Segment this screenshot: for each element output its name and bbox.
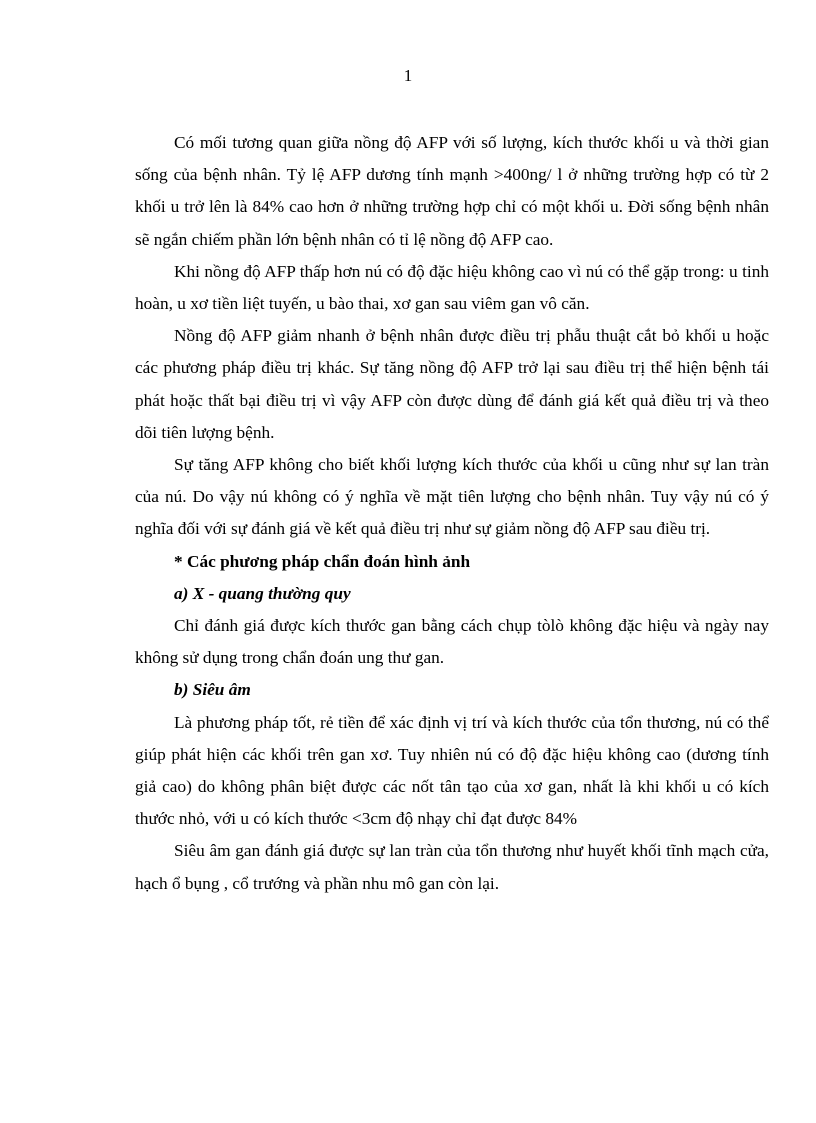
paragraph-afp-treatment-monitoring: Nồng độ AFP giảm nhanh ở bệnh nhân được điều trị phẫu thuật cắt bỏ khối u hoặc các phương pháp điều trị khác. Sự tăng nồng độ AFP trở lại sau điều trị thể hiện bệnh tái phát hoặc thất bại điều trị vì vậy AFP còn được dùng để đánh giá kết quả điều trị và theo dõi tiên lượng bệnh. [135, 326, 769, 442]
subheading-xray: a) X - quang thường quy [174, 583, 351, 603]
paragraph-xray: Chỉ đánh giá được kích thước gan bằng cách chụp tòlò không đặc hiệu và ngày nay không sử dụng trong chẩn đoán ung thư gan. [135, 616, 769, 668]
heading-imaging-methods: * Các phương pháp chẩn đoán hình ảnh [174, 551, 471, 571]
paragraph-ultrasound: Là phương pháp tốt, rẻ tiền để xác định vị trí và kích thước của tổn thương, nú có thể giúp phát hiện các khối trên gan xơ. Tuy nhiên nú có độ đặc hiệu không cao (dương tính giả cao) do không phân biệt được các nốt tân tạo của xơ gan, nhất là khi khối u có kích thước nhỏ, với u có kích thước <3cm độ nhạy chỉ đạt được 84% [135, 712, 769, 829]
paragraph-ultrasound-spread: Siêu âm gan đánh giá được sự lan tràn của tổn thương như huyết khối tĩnh mạch cửa, hạch ổ bụng , cổ trướng và phần nhu mô gan còn lại. [135, 841, 769, 893]
paragraph-afp-low-specificity: Khi nồng độ AFP thấp hơn nú có độ đặc hiệu không cao vì nú có thể gặp trong: u tinh hoàn, u xơ tiền liệt tuyến, u bào thai, xơ gan sau viêm gan vô căn. [135, 261, 769, 314]
paragraph-afp-prognosis: Sự tăng AFP không cho biết khối lượng kích thước của khối u cũng như sự lan tràn của nú. Do vậy nú không có ý nghĩa về mặt tiên lượng cho bệnh nhân. Tuy vậy nú có ý nghĩa đối với sự đánh giá về kết quả điều trị như sự giảm nồng độ AFP sau điều trị. [135, 455, 769, 539]
document-body [135, 127, 769, 900]
page-number: 1 [403, 66, 413, 85]
subheading-ultrasound: b) Siêu âm [174, 680, 251, 700]
paragraph-afp-tumor-correlation: Có mối tương quan giữa nồng độ AFP với số lượng, kích thước khối u và thời gian sống của bệnh nhân. Tỷ lệ AFP dương tính mạnh >400ng/ l ở những trường hợp có từ 2 khối u trở lên là 84% cao hơn ở những trường hợp chỉ có một khối u. Đời sống bệnh nhân sẽ ngắn chiếm phần lớn bệnh nhân có tỉ lệ nồng độ AFP cao. [135, 133, 769, 249]
